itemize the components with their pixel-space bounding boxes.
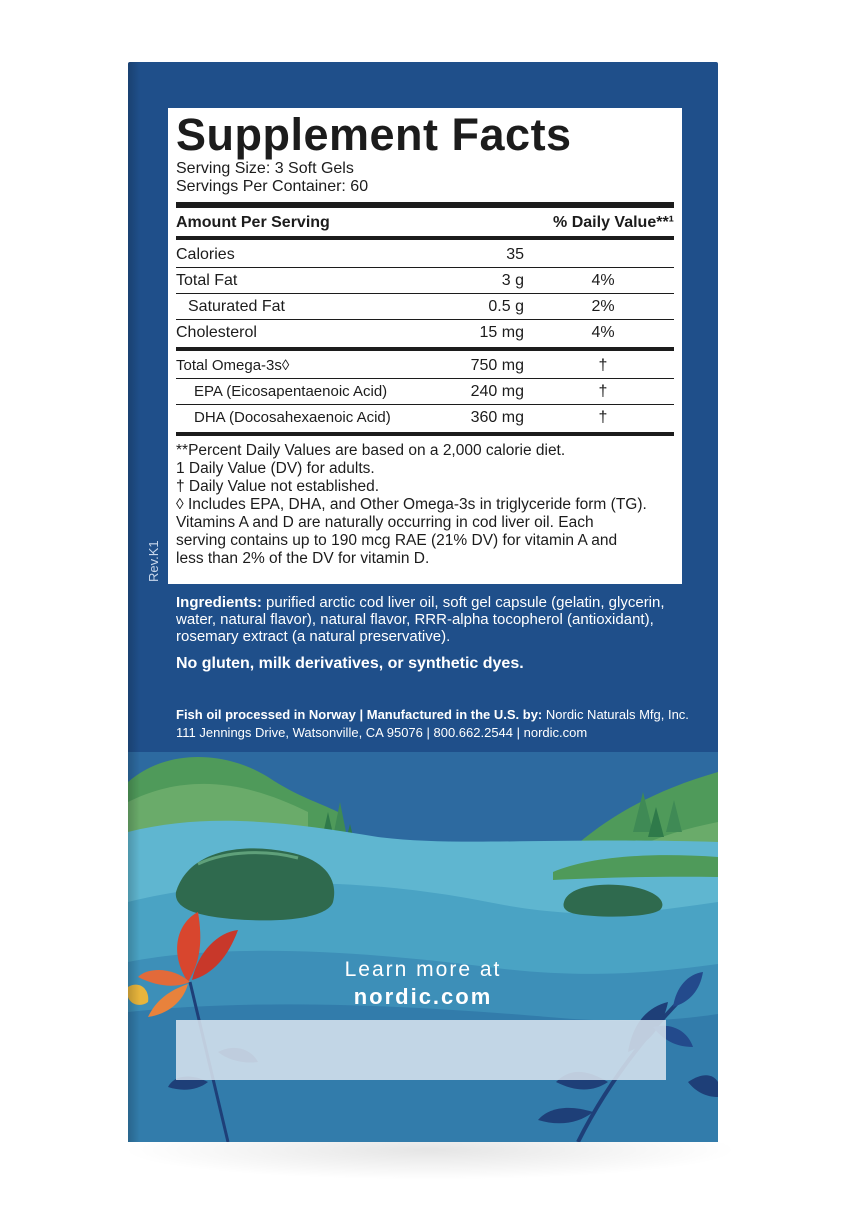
divider-medium [176, 347, 674, 351]
table-row: Cholesterol 15 mg 4% [176, 323, 615, 341]
ingredients-label: Ingredients: [176, 594, 262, 611]
footnote: Vitamins A and D are naturally occurring in cod liver oil. Each [176, 514, 594, 531]
table-row: EPA (Eicosapentaenoic Acid) 240 mg † [176, 379, 674, 405]
table-row: Total Omega-3s◊ 750 mg † [176, 353, 674, 379]
servings-per-container: Servings Per Container: 60 [176, 178, 369, 195]
panel-title: Supplement Facts [176, 109, 572, 160]
revision-code: Rev.K1 [146, 540, 161, 582]
table-header [176, 212, 674, 234]
table-row: Calories 35 [176, 242, 674, 268]
mfg-address: 111 Jennings Drive, Watsonville, CA 95076 | 800.662.2544 | nordic.com [176, 725, 588, 740]
divider-thick [176, 202, 674, 208]
supplement-facts-panel [168, 108, 682, 584]
divider-medium [176, 236, 674, 240]
footnote: ◊ Includes EPA, DHA, and Other Omega-3s in triglyceride form (TG). [176, 496, 647, 513]
mfg-company: Nordic Naturals Mfg, Inc. [542, 707, 689, 722]
blank-label-area [176, 1020, 666, 1080]
footnote: less than 2% of the DV for vitamin D. [176, 550, 430, 567]
footnote: † Daily Value not established. [176, 478, 380, 495]
ingredients-block [176, 594, 686, 672]
table-row: Total Fat 3 g 4% [176, 268, 674, 294]
website-link[interactable]: nordic.com [353, 984, 493, 1009]
serving-size: Serving Size: 3 Soft Gels [176, 160, 354, 177]
learn-more-text: Learn more at [344, 958, 502, 981]
mfg-origin: Fish oil processed in Norway | Manufactured in the U.S. by: [176, 707, 543, 722]
table-row: DHA (Docosahexaenoic Acid) 360 mg † [194, 408, 608, 426]
learn-more [128, 958, 718, 1010]
footnote: 1 Daily Value (DV) for adults. [176, 460, 375, 477]
product-box-panel [128, 62, 718, 1142]
footnote: **Percent Daily Values are based on a 2,000 calorie diet. [176, 442, 566, 459]
allergen-statement: No gluten, milk derivatives, or synthetic dyes. [176, 655, 524, 672]
landscape-illustration [128, 752, 718, 1142]
amount-header: Amount Per Serving [176, 214, 330, 231]
daily-value-header: % Daily Value**¹ [553, 214, 674, 231]
divider-medium [176, 432, 674, 436]
footnotes [176, 438, 674, 568]
manufacturer-info [176, 706, 696, 742]
footnote: serving contains up to 190 mcg RAE (21% DV) for vitamin A and [176, 532, 618, 549]
ingredients-text: purified arctic cod liver oil, soft gel capsule (gelatin, glycerin, water, natural flavor), natural flavor, RRR-alpha tocopherol (antioxidant), rosemary extract (a natural preservative). [176, 594, 665, 645]
table-row: Saturated Fat 0.5 g 2% [176, 294, 674, 320]
